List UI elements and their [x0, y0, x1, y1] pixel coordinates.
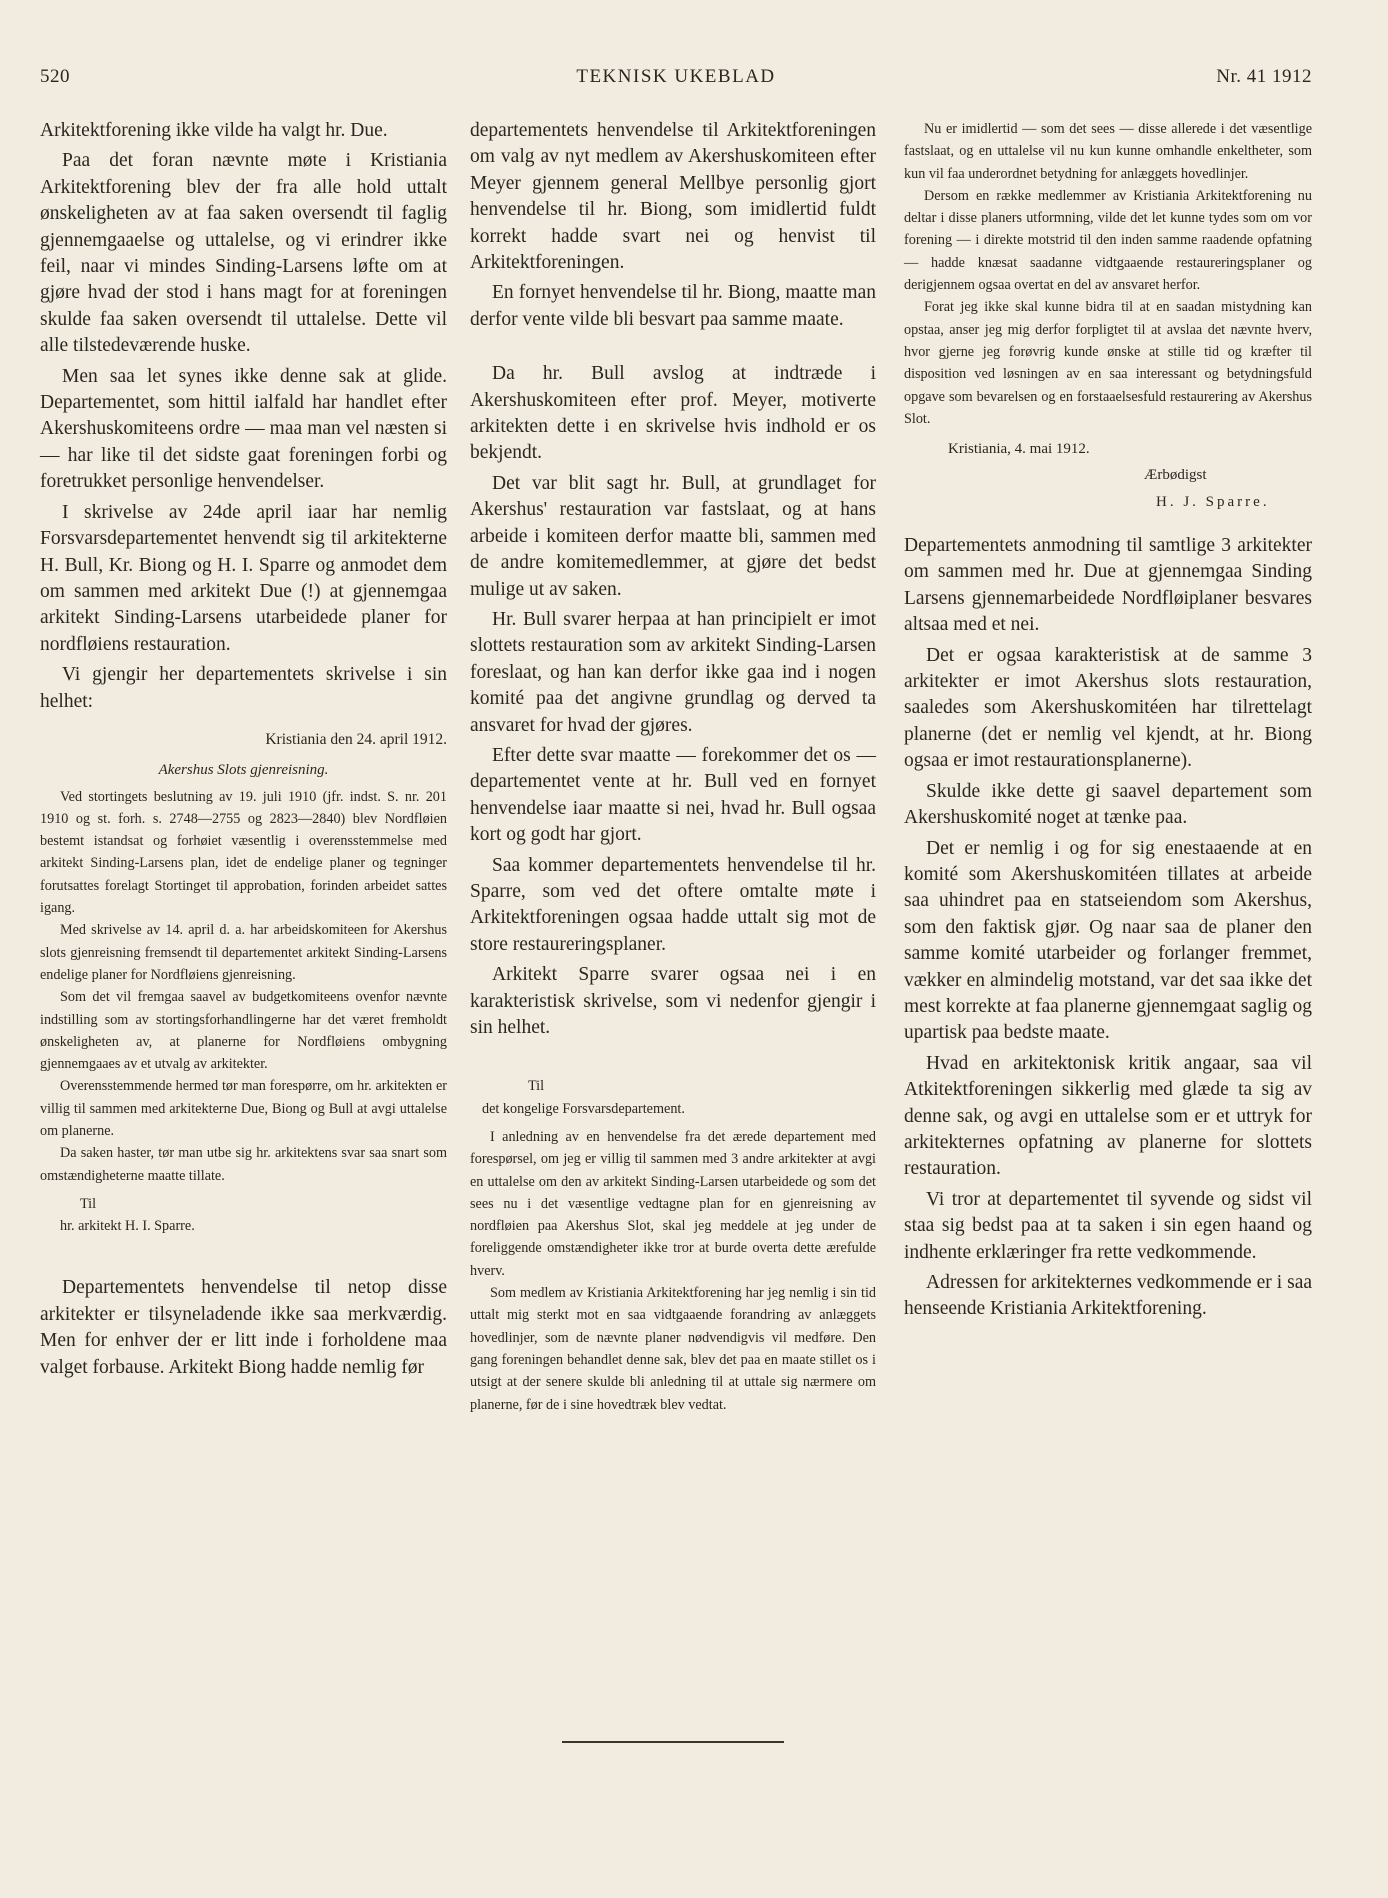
paragraph: Hr. Bull svarer herpaa at han principielt er imot slottets restauration som av arkitekt Sinding-Larsen foreslaat, og han kan derfor ikke gaa ind i nogen komité paa det angivne grundlag og derved ta ansvaret for hvad der gjøres.: [470, 608, 876, 736]
letter-paragraph: Ved stortingets beslutning av 19. juli 1910 (jfr. indst. S. nr. 201 1910 og st. forh. s. 2748—2755 og 2823—2840) blev Nordfløien bestemt istandsat og forhøiet væsentlig i overensstemmelse med arkitekt Sinding-Larsens plan, idet de endelige planer og tegninger forutsattes forelagt Stortinget til approbation, forinden arbeidet sattes igang.: [40, 788, 447, 917]
paragraph: Det er nemlig i og for sig enestaaende at en komité som Akershuskomitéen tillates at arbeide saa uhindret paa en statseiendom som Akershus, som den faktisk gjør. Og naar saa de planer den samme komité utarbeider og forlanger fremmet, vækker en almindelig motstand, var det saa ikke det mest korrekte at faa planerne gjennemgaat saglig og upartisk paa bedste maate.: [904, 837, 1312, 1044]
letter-paragraph: Overensstemmende hermed tør man forespørre, om hr. arkitekten er villig til sammen med arkitekterne Due, Biong og Bull at avgi uttalelse om planerne.: [40, 1078, 447, 1139]
letter-paragraph: Som det vil fremgaa saavel av budgetkomiteens ovenfor nævnte indstilling som av stortingsforhandlingerne har det været fremholdt ønskeligheten av, at planerne for Nordfløiens ombygning gjennemgaaes av et utvalg av arkitekter.: [40, 989, 447, 1073]
journal-title: TEKNISK UKEBLAD: [576, 66, 776, 87]
letter-paragraph: I anledning av en henvendelse fra det ærede departement med forespørsel, om jeg er villig til sammen med 3 andre arkitekter at avgi en uttalelse om den av arkitekt Sinding-Larsen utarbeidede og som det sees nu i det væsentlige vedtagne plan for en gjenreisning av nordfløien paa Akershus Slot, skal jeg meddele at jeg under de foreliggende omstændigheter ikke tror at burde overta dette ærefulde hverv.: [470, 1129, 876, 1279]
letter-paragraph: Dersom en række medlemmer av Kristiania Arkitektforening nu deltar i disse planers utformning, vilde det let kunne tydes som om vor forening — i direkte motstrid til den inden samme raadende opfatning — hadde knæsat saadanne vidtgaaende restaureringsplaner og derigjennem ogsaa overtat en del av ansvaret herfor.: [904, 187, 1312, 294]
paragraph: Departementets anmodning til samtlige 3 arkitekter om sammen med hr. Due at gjennemgaa Sinding Larsens gjennemarbeidede Nordfløiplaner besvares altsaa med et nei.: [904, 535, 1312, 636]
paragraph: I skrivelse av 24de april iaar har nemlig Forsvarsdepartementet henvendt sig til arkitekterne H. Bull, Kr. Biong og H. I. Sparre og anmodet dem om sammen med arkitekt Due (!) at gjennemgaa arkitekt Sinding-Larsens utarbeidede planer for nordfløiens restauration.: [40, 501, 447, 655]
paragraph: Vi tror at departementet til syvende og sidst vil staa sig bedst paa at ta saken i sin egen haand og indhente erklæringer fra rette vedkommende.: [904, 1188, 1312, 1263]
letter-to: Til: [80, 1195, 97, 1212]
paragraph: Departementets henvendelse til netop disse arkitekter er tilsyneladende ikke saa merkværdig. Men for enhver der er litt inde i forholdene maa valget forbause. Arkitekt Biong hadde nemlig før: [40, 1277, 447, 1378]
paragraph: departementets henvendelse til Arkitektforeningen om valg av nyt medlem av Akershuskomiteen efter Meyer gjennem general Mellbye personlig gjort henvendelse til hr. Biong, som imidlertid fuldt korrekt hadde svart nei og henvist til Arkitektforeningen.: [470, 120, 876, 274]
issue-number: Nr. 41 1912: [1216, 66, 1312, 87]
quoted-letter-department: [40, 729, 447, 1238]
column-middle: [470, 118, 876, 1416]
letter-paragraph: Som medlem av Kristiania Arkitektforening har jeg nemlig i sin tid uttalt mig sterkt mot en saa vidtgaaende forandring av anlæggets hovedlinjer, som de nævnte planer nødvendigvis vil medføre. Den gang foreningen behandlet denne sak, blev det paa en maate stillet os i utsigt at der senere skulde bli anledning til at uttale sig nærmere om planerne, før de i sine hovedtræk blev vedtat.: [470, 1285, 876, 1413]
paragraph: Det er ogsaa karakteristisk at de samme 3 arkitekter er imot Akershus slots restauration, saaledes som Akershuskomitéen har tilrettelagt planerne (det er nemlig vel kjendt, at hr. Biong ogsaa er imot restaurationsplanerne).: [904, 644, 1312, 772]
paragraph: Paa det foran nævnte møte i Kristiania Arkitektforening blev der fra alle hold uttalt ønskeligheten av at faa saken oversendt til faglig gjennemgaaelse og uttalelse, og vi erindrer ikke feil, naar vi mindes Sinding-Larsens løfte om at gjøre hvad der stod i hans magt for at foreningen skulde faa saken oversendt til uttalelse. Dette vil alle tilstedeværende huske.: [40, 150, 447, 357]
paragraph: En fornyet henvendelse til hr. Biong, maatte man derfor vente vilde bli besvart paa samme maate.: [470, 282, 876, 330]
quoted-letter-sparre: [470, 1075, 876, 1415]
letter-heading: Akershus Slots gjenreisning.: [158, 762, 329, 779]
paragraph: Hvad en arkitektonisk kritik angaar, saa vil Atkitektforeningen sikkerlig med glæde ta sig av denne sak, og avgi en uttalelse som er et uttryk for arkitekternes opfatning av planerne for slottets restauration.: [904, 1052, 1312, 1180]
paragraph: Adressen for arkitekternes vedkommende er i saa henseende Kristiania Arkitektforening.: [904, 1272, 1312, 1320]
paragraph: Vi gjengir her departementets skrivelse i sin helhet:: [40, 664, 447, 712]
section-divider: [562, 1741, 784, 1743]
paragraph: Men saa let synes ikke denne sak at glide. Departementet, som hittil ialfald har handlet efter Akershuskomiteens ordre — maa man vel næsten si — har like til det sidste gaat foreningen forbi og foretrukket personlige henvendelser.: [40, 365, 447, 493]
paragraph: Arkitektforening ikke vilde ha valgt hr. Due.: [40, 120, 388, 141]
letter-date: Kristiania den 24. april 1912.: [265, 730, 447, 748]
letter-signature: H. J. Sparre.: [1156, 493, 1270, 510]
paragraph: Arkitekt Sparre svarer ogsaa nei i en karakteristisk skrivelse, som vi nedenfor gjengir i sin helhet.: [470, 964, 876, 1038]
letter-paragraph: Nu er imidlertid — som det sees — disse allerede i det væsentlige fastslaat, og en uttalelse vil nu kun kunne omhandle enkeltheter, som kun vil faa underordnet betydning for anlæggets hovedlinjer.: [904, 121, 1312, 182]
paragraph: Det var blit sagt hr. Bull, at grundlaget for Akershus' restauration var fastslaat, og at hans arbeide i komiteen derfor maatte bli, sammen med de andre komitemedlemmer, at gjøre det bedst mulige ut av saken.: [470, 472, 876, 600]
letter-paragraph: Forat jeg ikke skal kunne bidra til at en saadan mistydning kan opstaa, anser jeg mig derfor forpligtet til at avslaa det nævnte hverv, hvor gjerne jeg forøvrig kunde ønske at stille tid og kræfter til disposition ved løsningen av en saa interessant og betydningsfuld opgave som bevarelsen og en forstaaelsesfuld restaurering av Akershus Slot.: [904, 299, 1312, 427]
quoted-letter-sparre-continued: [904, 118, 1312, 513]
letter-paragraph: Da saken haster, tør man utbe sig hr. arkitektens svar saa snart som omstændigheterne maatte tillate.: [40, 1145, 447, 1184]
running-header: [40, 66, 1312, 96]
letter-to: Til: [528, 1078, 545, 1095]
letter-closing: Ærbødigst: [1144, 467, 1207, 484]
paragraph: Skulde ikke dette gi saavel departement som Akershuskomité noget at tænke paa.: [904, 780, 1312, 829]
page-number: 520: [40, 66, 70, 87]
letter-addressee: hr. arkitekt H. I. Sparre.: [60, 1218, 195, 1235]
column-left: [40, 118, 447, 1381]
paragraph: Saa kommer departementets henvendelse til hr. Sparre, som ved det oftere omtalte møte i Arkitektforeningen ogsaa hadde uttalt sig mot de store restaureringsplaner.: [470, 854, 876, 955]
letter-paragraph: Med skrivelse av 14. april d. a. har arbeidskomiteen for Akershus slots gjenreisning fremsendt til departementet arkitekt Sinding-Larsens endelige planer for Nordfløiens gjenreisning.: [40, 922, 447, 983]
paragraph: Efter dette svar maatte — forekommer det os — departementet vente at hr. Bull ved en fornyet henvendelse iaar maatte si nei, hvad hr. Bull ogsaa kort og godt har gjort.: [470, 744, 876, 846]
letter-date: Kristiania, 4. mai 1912.: [948, 441, 1090, 458]
paragraph: Da hr. Bull avslog at indtræde i Akershuskomiteen efter prof. Meyer, motiverte arkitekten dette i en skrivelse hvis indhold er os bekjendt.: [470, 363, 876, 464]
column-right: [904, 118, 1312, 1323]
letter-addressee: det kongelige Forsvarsdepartement.: [482, 1100, 685, 1117]
